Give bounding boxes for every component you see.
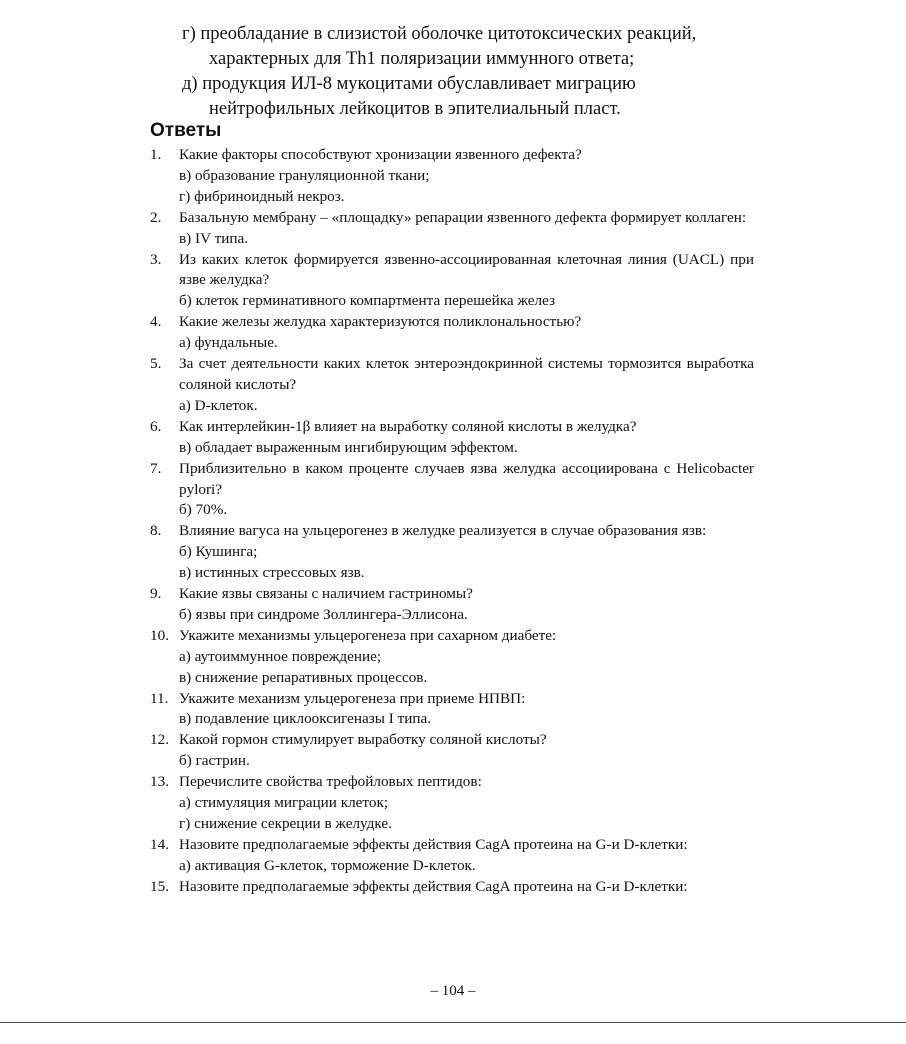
question-text: Укажите механизм ульцерогенеза при приеме НПВП: xyxy=(179,689,526,707)
question-block xyxy=(150,730,754,772)
question-text: Приблизительно в каком проценте случаев язва желудка ассоциирована с Helicobacter pylori? xyxy=(179,459,754,498)
question-block xyxy=(150,354,754,417)
question-block xyxy=(150,417,754,459)
answer: г) фибриноидный некроз. xyxy=(179,187,345,205)
question xyxy=(150,312,754,333)
question-number: 12. xyxy=(150,731,169,749)
question-block xyxy=(150,877,754,898)
question-text: Базальную мембрану – «площадку» репарации язвенного дефекта формирует коллаген: xyxy=(179,208,747,226)
question-number: 10. xyxy=(150,626,169,644)
question xyxy=(150,145,754,166)
question-text: Какие факторы способствуют хронизации язвенного дефекта? xyxy=(179,146,582,163)
question-block xyxy=(150,772,754,835)
question xyxy=(150,417,754,438)
answer: б) клеток герминативного компартмента перешейка желез xyxy=(179,292,555,310)
question xyxy=(150,584,754,605)
question-number: 9. xyxy=(150,585,162,603)
answer: б) гастрин. xyxy=(179,752,250,770)
answer: а) аутоиммунное повреждение; xyxy=(179,647,382,665)
answer: б) 70%. xyxy=(179,501,228,519)
answer: в) подавление циклооксигеназы I типа. xyxy=(179,710,432,728)
bottom-rule xyxy=(0,1022,906,1023)
question-block xyxy=(150,145,754,208)
answer: в) образование грануляционной ткани; xyxy=(179,166,430,184)
answer: г) снижение секреции в желудке. xyxy=(179,815,392,832)
question-number: 4. xyxy=(150,313,162,331)
question xyxy=(150,626,754,647)
question-text: Какие железы желудка характеризуются поликлональностью? xyxy=(179,313,582,331)
answer: в) IV типа. xyxy=(179,229,249,247)
question-text: Как интерлейкин-1β влияет на выработку соляной кислоты в желудка? xyxy=(179,417,637,435)
answer: а) стимуляция миграции клеток; xyxy=(179,794,389,812)
section-heading: Ответы xyxy=(150,120,222,141)
question-block xyxy=(150,312,754,354)
question-text: Перечислите свойства трефойловых пептидов: xyxy=(179,773,482,791)
question-number: 15. xyxy=(150,877,169,895)
question-block xyxy=(150,250,754,313)
question xyxy=(150,877,754,898)
answer: в) истинных стрессовых язв. xyxy=(179,564,365,582)
question-number: 8. xyxy=(150,522,162,540)
question-number: 13. xyxy=(150,773,169,791)
question xyxy=(150,730,754,751)
answer: а) активация G-клеток, торможение D-клеток. xyxy=(179,856,476,874)
question-text: Какие язвы связаны с наличием гастриномы? xyxy=(179,585,473,603)
answers-list xyxy=(150,145,754,898)
question-text: Назовите предполагаемые эффекты действия CagA протеина на G-и D-клетки: xyxy=(179,835,688,853)
question-block xyxy=(150,208,754,250)
answer: а) D-клеток. xyxy=(179,396,258,414)
question-text: Влияние вагуса на ульцерогенез в желудке реализуется в случае образования язв: xyxy=(179,522,707,540)
question-number: 14. xyxy=(150,835,169,853)
question-block xyxy=(150,835,754,877)
question xyxy=(150,772,754,793)
question-number: 2. xyxy=(150,208,162,226)
question xyxy=(150,521,754,542)
question-number: 5. xyxy=(150,355,162,373)
question xyxy=(150,689,754,710)
answer: в) обладает выраженным ингибирующим эффектом. xyxy=(179,438,518,456)
question-text: Какой гормон стимулирует выработку соляной кислоты? xyxy=(179,731,547,749)
answer: в) снижение репаративных процессов. xyxy=(179,668,428,686)
intro-item: г) преобладание в слизистой оболочке цитотоксических реакций, характерных для Th1 поляризации иммунного ответа; xyxy=(182,24,697,69)
answer: а) фундальные. xyxy=(179,334,278,352)
question-number: 6. xyxy=(150,417,162,435)
question-block xyxy=(150,521,754,584)
question-block xyxy=(150,584,754,626)
question-text: За счет деятельности каких клеток энтероэндокринной системы тормозится выработка соляной кислоты? xyxy=(179,355,754,393)
question-block xyxy=(150,459,754,522)
question xyxy=(150,835,754,856)
question-text: Из каких клеток формируется язвенно-ассоциированная клеточная линия (UACL) при язве желудка? xyxy=(179,250,754,289)
answer: б) Кушинга; xyxy=(179,543,258,561)
question-text: Укажите механизмы ульцерогенеза при сахарном диабете: xyxy=(179,626,557,644)
question xyxy=(150,459,754,501)
question xyxy=(150,250,754,292)
question xyxy=(150,354,754,396)
question-number: 1. xyxy=(150,146,162,163)
question-block xyxy=(150,626,754,689)
intro-item: д) продукция ИЛ-8 мукоцитами обуславливает миграцию нейтрофильных лейкоцитов в эпителиальный пласт. xyxy=(182,74,636,119)
question xyxy=(150,208,754,229)
page-number: – 104 – xyxy=(430,983,476,999)
question-number: 11. xyxy=(150,689,169,707)
answer: б) язвы при синдроме Золлингера-Эллисона. xyxy=(179,605,468,623)
question-text: Назовите предполагаемые эффекты действия CagA протеина на G-и D-клетки: xyxy=(179,877,688,895)
intro-list xyxy=(182,22,762,122)
question-block xyxy=(150,689,754,731)
question-number: 3. xyxy=(150,250,162,268)
question-number: 7. xyxy=(150,459,162,477)
